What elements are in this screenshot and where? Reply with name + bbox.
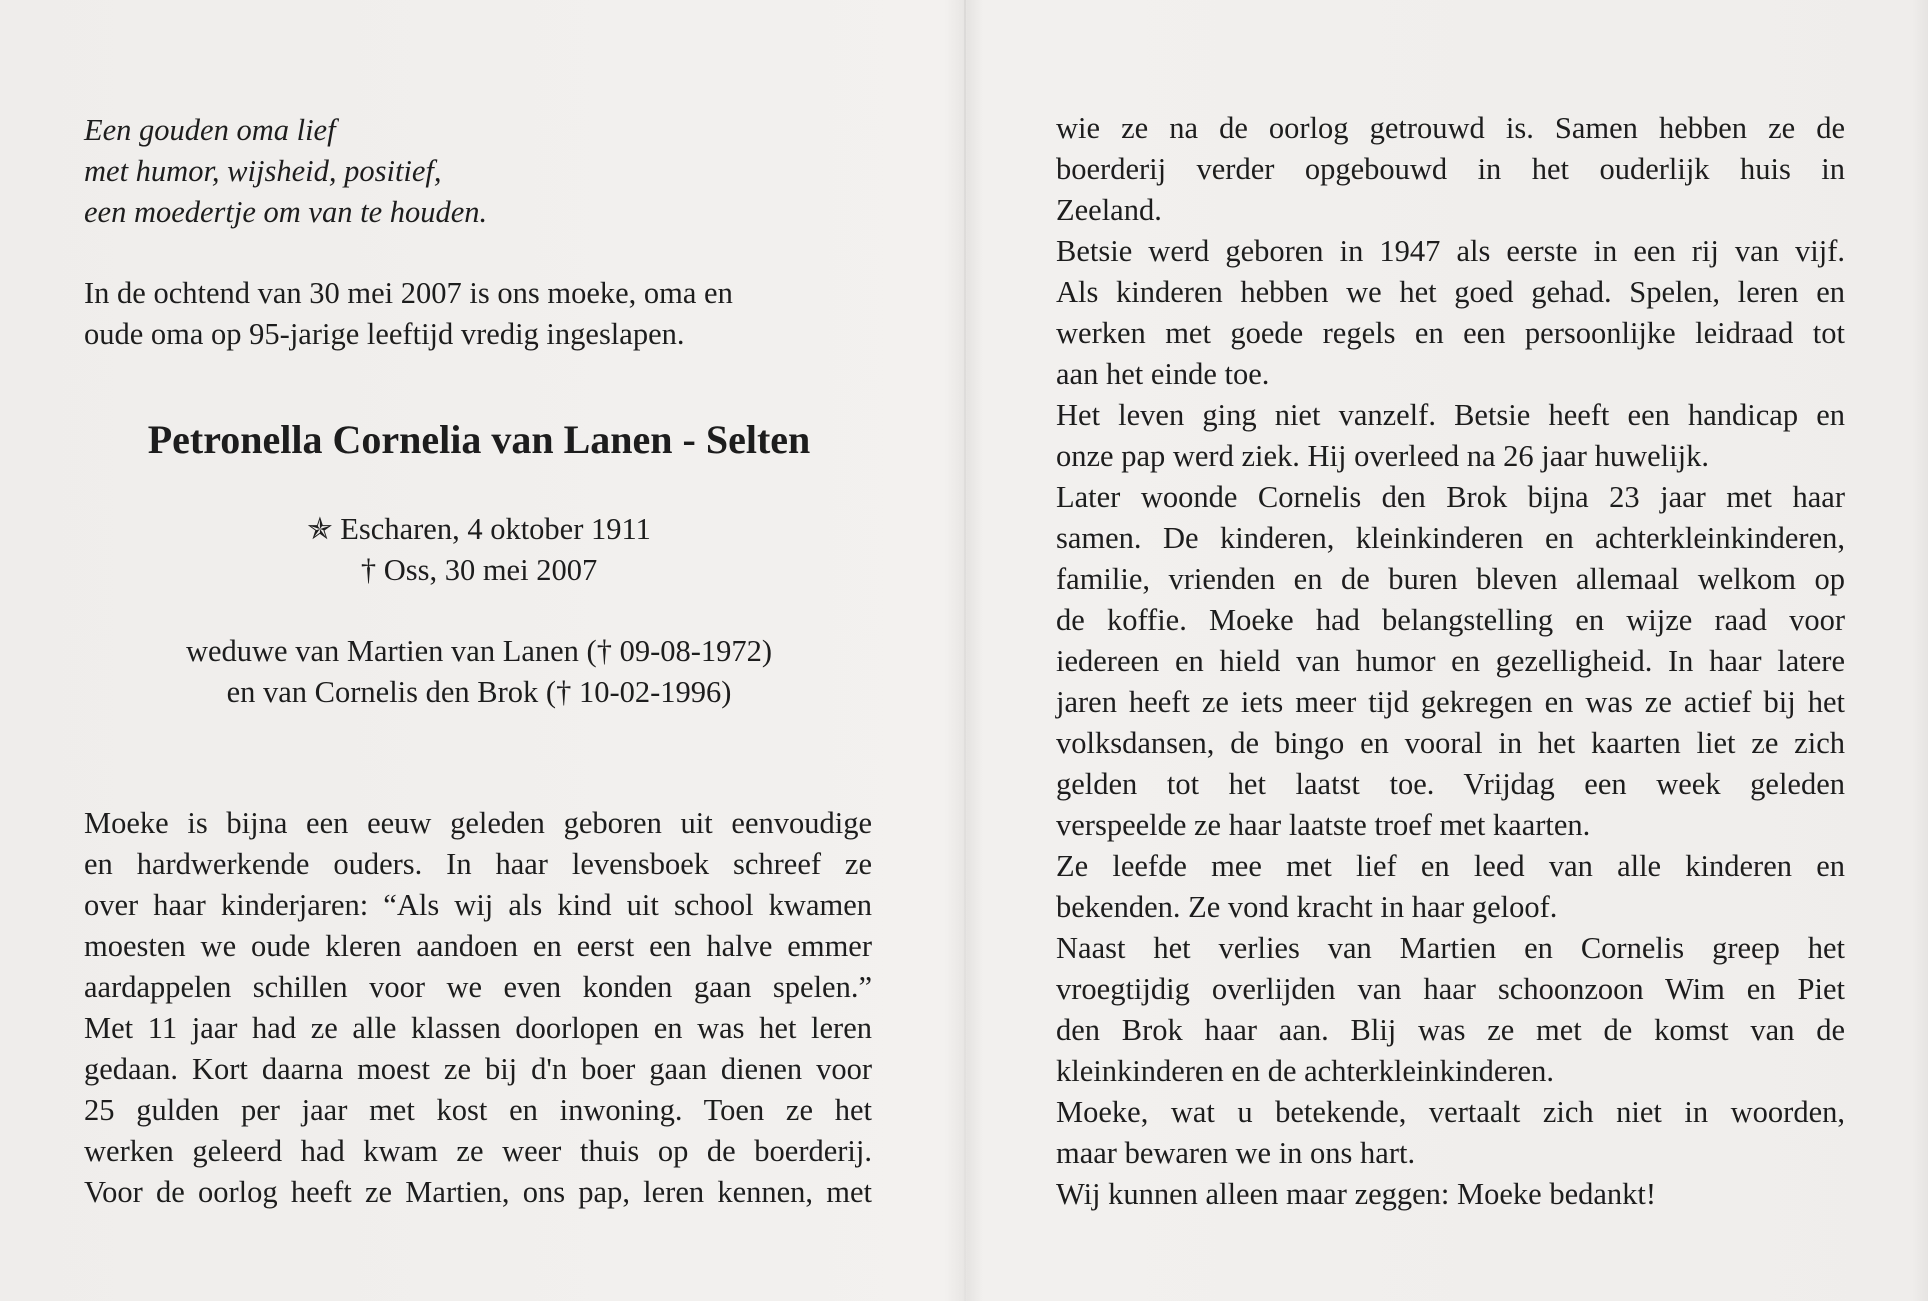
birth-date: ✯ Escharen, 4 oktober 1911 [307,512,651,546]
story-line: de koffie. Moeke had belangstelling en wijze raad voor [1056,603,1845,637]
life-dates [84,509,874,591]
story-line: Betsie werd geboren in 1947 als eerste in een rij van vijf. [1056,234,1845,268]
story-line: 25 gulden per jaar met kost en inwoning. Toen ze het [84,1093,872,1127]
story-line: gedaan. Kort daarna moest ze bij d'n boer gaan dienen voor [84,1052,872,1086]
story-line: en hardwerkende ouders. In haar levensboek schreef ze [84,847,872,881]
story-line: vroegtijdig overlijden van haar schoonzoon Wim en Piet [1056,972,1845,1006]
story-line: onze pap werd ziek. Hij overleed na 26 jaar huwelijk. [1056,439,1709,473]
story-line: jaren heeft ze iets meer tijd gekregen en was ze actief bij het [1056,685,1845,719]
poem [84,110,784,233]
story-line: boerderij verder opgebouwd in het ouderlijk huis in [1056,152,1845,186]
story-line: wie ze na de oorlog getrouwd is. Samen hebben ze de [1056,111,1845,145]
story-line: Moeke is bijna een eeuw geleden geboren uit eenvoudige [84,806,872,840]
poem-line: Een gouden oma lief [84,113,336,147]
story-line: Voor de oorlog heeft ze Martien, ons pap, leren kennen, met [84,1175,872,1209]
widow-line: weduwe van Martien van Lanen († 09-08-1972) [185,634,773,668]
poem-line: een moedertje om van te houden. [84,195,488,229]
story-line: Het leven ging niet vanzelf. Betsie heeft een handicap en [1056,398,1845,432]
story-line: maar bewaren we in ons hart. [1056,1136,1416,1170]
story-line: verspeelde ze haar laatste troef met kaarten. [1056,808,1591,842]
story-line: bekenden. Ze vond kracht in haar geloof. [1056,890,1558,924]
story-line: Ze leefde mee met lief en leed van alle kinderen en [1056,849,1845,883]
intro-line: In de ochtend van 30 mei 2007 is ons moeke, oma en [84,276,733,310]
story-line: den Brok haar aan. Blij was ze met de komst van de [1056,1013,1845,1047]
story-line: moesten we oude kleren aandoen en eerst een halve emmer [84,929,872,963]
poem-line: met humor, wijsheid, positief, [84,154,442,188]
story-line: werken met goede regels en een persoonlijke leidraad tot [1056,316,1845,350]
story-line: iedereen en hield van humor en gezelligheid. In haar latere [1056,644,1845,678]
story-line: volksdansen, de bingo en vooral in het kaarten liet ze zich [1056,726,1845,760]
story-line: Later woonde Cornelis den Brok bijna 23 jaar met haar [1056,480,1845,514]
story-line: Moeke, wat u betekende, vertaalt zich niet in woorden, [1056,1095,1845,1129]
widow-of [84,631,874,713]
death-date: † Oss, 30 mei 2007 [360,553,598,587]
story-line: samen. De kinderen, kleinkinderen en achterkleinkinderen, [1056,521,1845,555]
story-line: kleinkinderen en de achterkleinkinderen. [1056,1054,1554,1088]
deceased-name: Petronella Cornelia van Lanen - Selten [147,417,811,462]
story-line: Als kinderen hebben we het goed gehad. Spelen, leren en [1056,275,1845,309]
life-story-left [84,803,872,1213]
intro-text [84,273,844,355]
story-line: Wij kunnen alleen maar zeggen: Moeke bedankt! [1056,1177,1657,1211]
story-line: familie, vrienden en de buren bleven allemaal welkom op [1056,562,1845,596]
card-edge [1912,0,1928,1301]
intro-line: oude oma op 95-jarige leeftijd vredig ingeslapen. [84,317,685,351]
story-line: gelden tot het laatst toe. Vrijdag een week geleden [1056,767,1845,801]
story-line: aan het einde toe. [1056,357,1270,391]
story-line: Met 11 jaar had ze alle klassen doorlopen en was het leren [84,1011,872,1045]
story-line: over haar kinderjaren: “Als wij als kind uit school kwamen [84,888,872,922]
life-story-right [1056,108,1845,1215]
story-line: aardappelen schillen voor we even konden gaan spelen.” [84,970,872,1004]
story-line: werken geleerd had kwam ze weer thuis op de boerderij. [84,1134,872,1168]
story-line: Naast het verlies van Martien en Cornelis greep het [1056,931,1845,965]
card-fold [964,0,966,1301]
story-line: Zeeland. [1056,193,1162,227]
widow-line: en van Cornelis den Brok († 10-02-1996) [226,675,732,709]
